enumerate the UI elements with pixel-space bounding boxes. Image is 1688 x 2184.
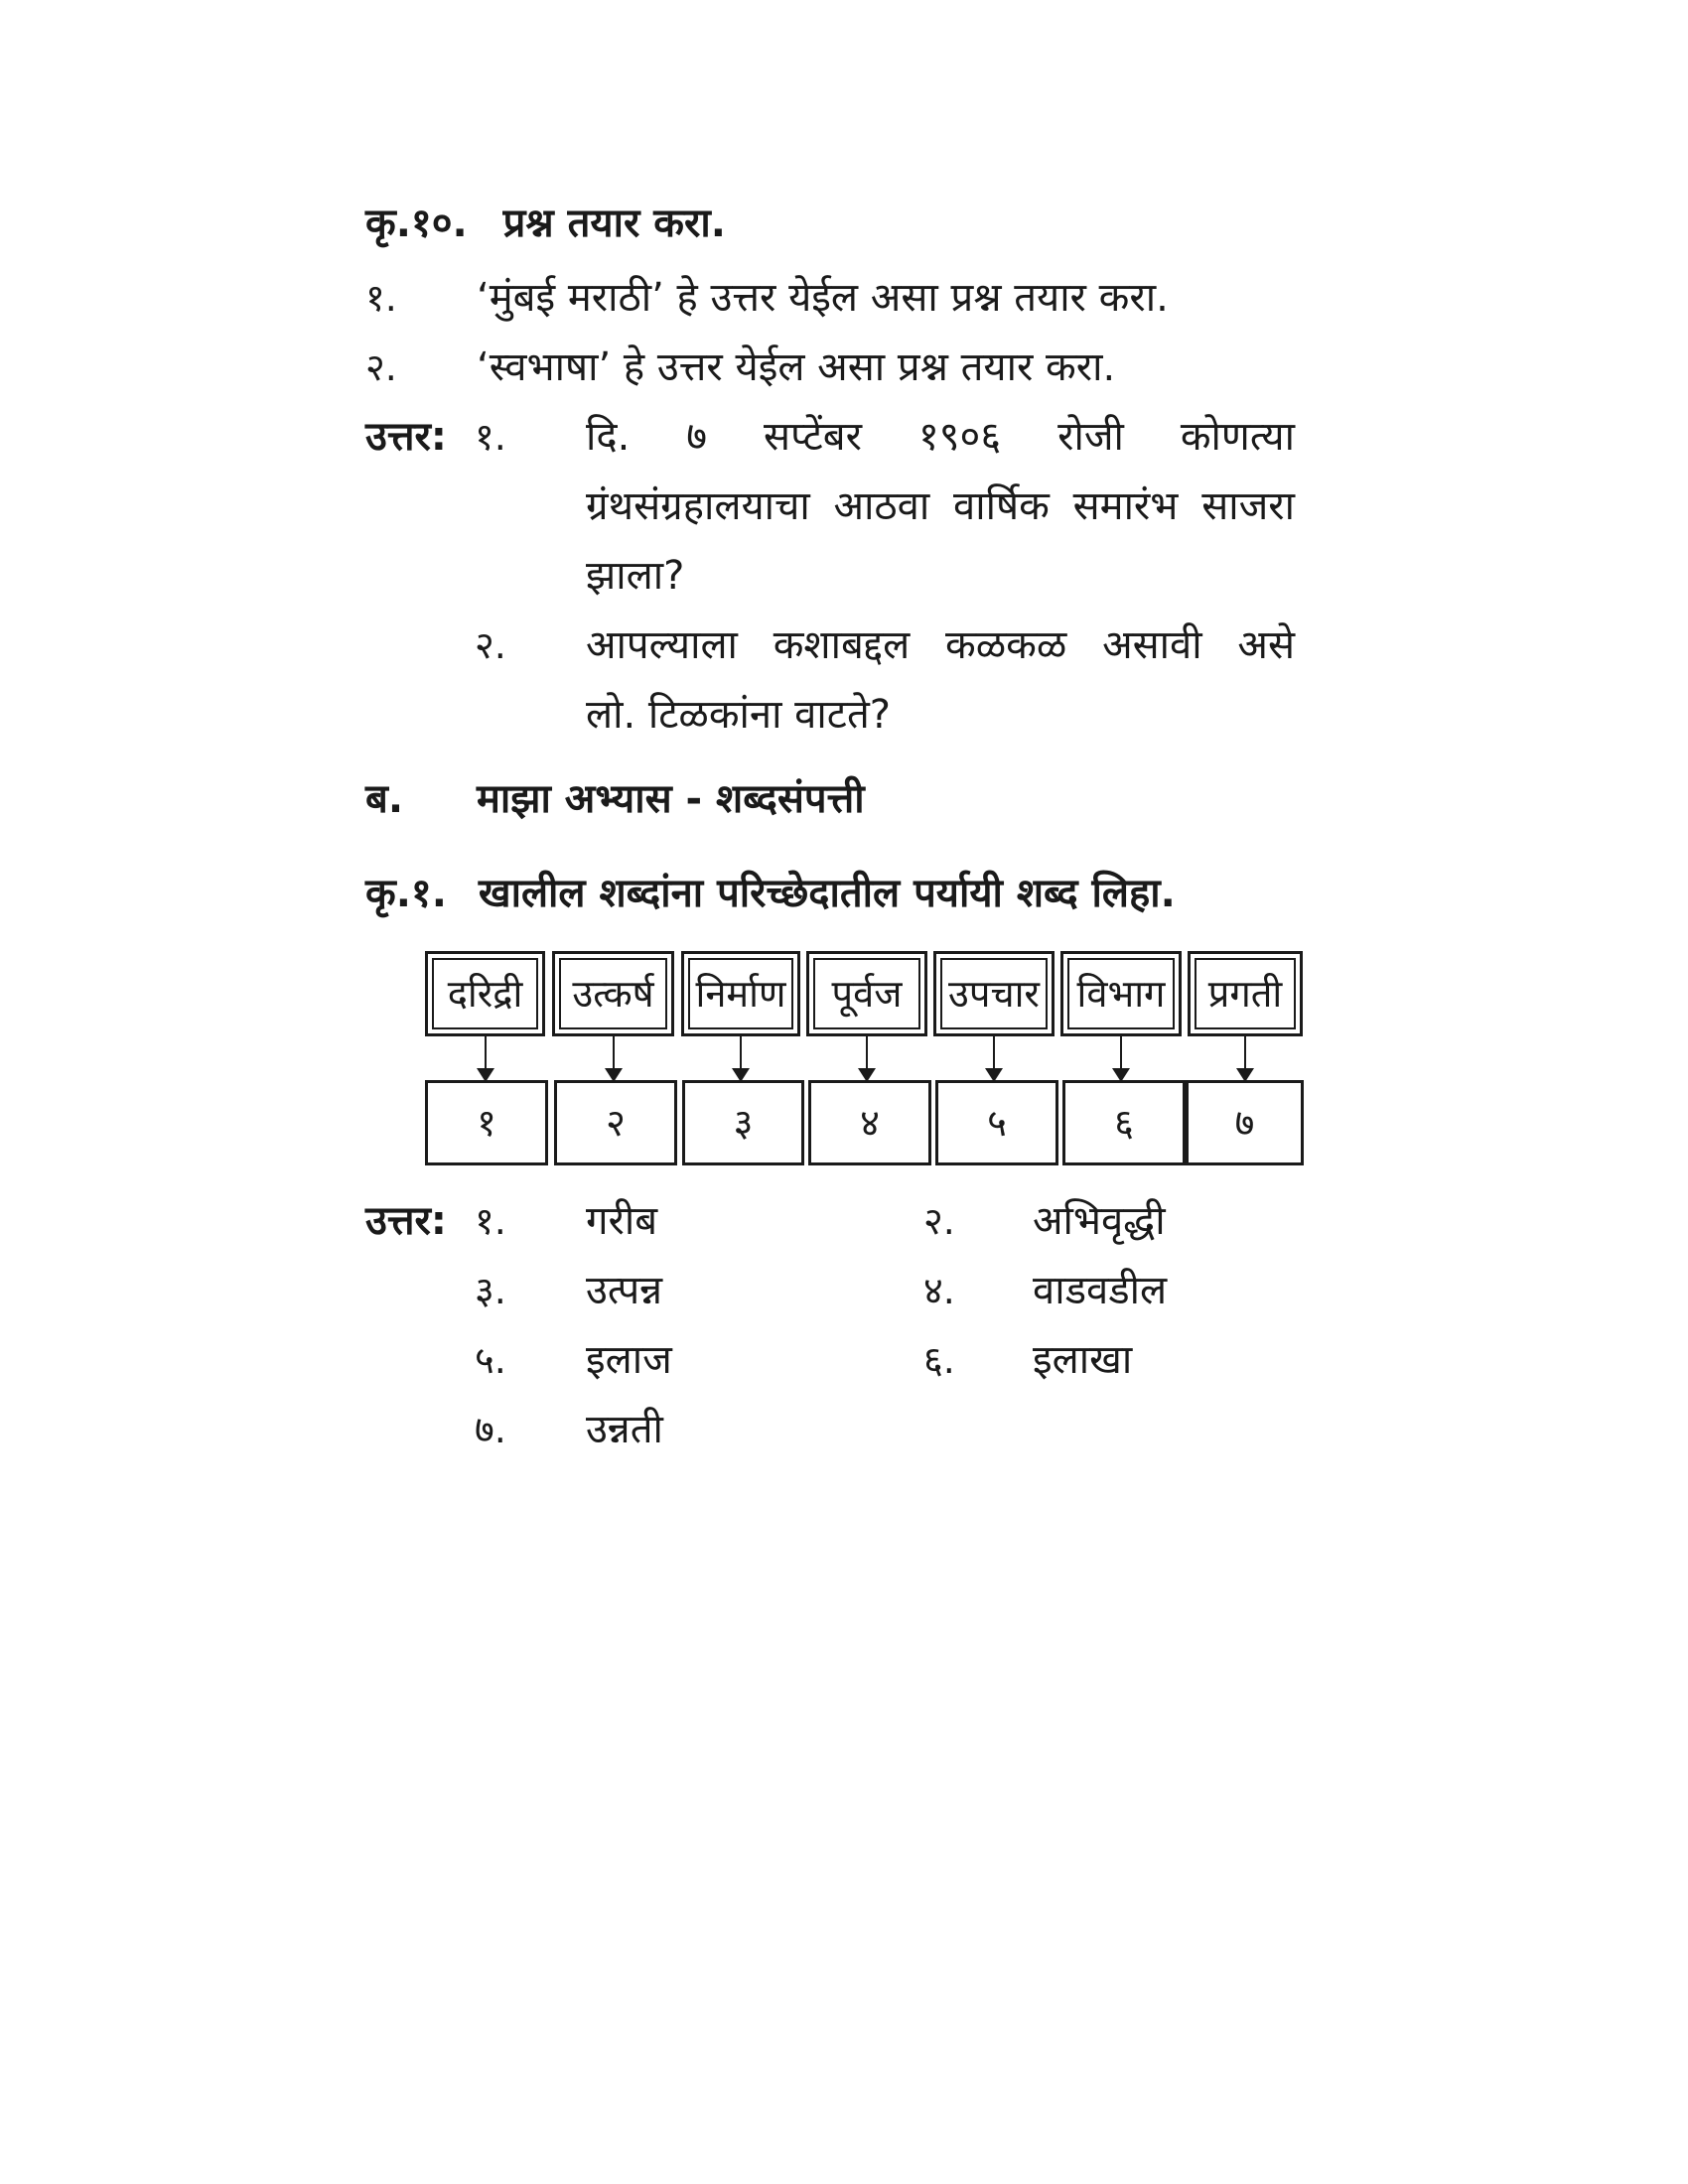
answer-slot-5: ५ <box>935 1080 1058 1165</box>
q1-answer-6-number: ६. <box>923 1338 955 1382</box>
arrow-1 <box>485 1036 487 1072</box>
answer-slot-6: ६ <box>1062 1080 1186 1165</box>
q10-answer-2-number: २. <box>475 623 506 667</box>
q10-item-2-number: २. <box>365 345 397 389</box>
q10-answer-1-number: १. <box>475 415 506 459</box>
q10-answer-2-line-2: लो. टिळकांना वाटते? <box>586 692 891 738</box>
q10-item-2-text: ‘स्वभाषा’ हे उत्तर येईल असा प्रश्न तयार करा. <box>477 344 1116 390</box>
q1-answer-2-word: अभिवृद्धी <box>1033 1198 1166 1244</box>
arrow-7 <box>1244 1036 1246 1072</box>
q10-item-1-number: १. <box>365 276 397 320</box>
section-b-title: माझा अभ्यास - शब्दसंपत्ती <box>477 776 865 822</box>
arrow-4 <box>866 1036 868 1072</box>
q1-answer-1-number: १. <box>475 1199 506 1243</box>
answer-slot-7: ७ <box>1186 1080 1304 1165</box>
q1-answer-label: उत्तर: <box>365 1198 447 1244</box>
word-box-1: दरिद्री <box>425 951 545 1036</box>
q10-answer-1-line-1: दि. ७ सप्टेंबर १९०६ रोजी कोणत्या <box>586 414 1295 460</box>
word-box-5: उपचार <box>933 951 1055 1036</box>
q1-heading-text: खालील शब्दांना परिच्छेदातील पर्यायी शब्द लिहा. <box>478 871 1176 916</box>
q1-heading <box>365 869 1176 918</box>
q1-answer-4-number: ४. <box>923 1269 955 1312</box>
q10-heading-label: कृ.१०. <box>365 201 468 246</box>
q10-answer-label: उत्तर: <box>365 414 447 460</box>
answer-slot-4: ४ <box>808 1080 931 1165</box>
q1-answer-1-word: गरीब <box>586 1198 658 1244</box>
arrow-2 <box>613 1036 615 1072</box>
q10-answer-1-line-2: ग्रंथसंग्रहालयाचा आठवा वार्षिक समारंभ साजरा <box>586 483 1295 529</box>
word-box-7: प्रगती <box>1188 951 1303 1036</box>
q1-answer-4-word: वाडवडील <box>1033 1268 1168 1313</box>
q10-answer-1-line-3: झाला? <box>586 553 685 599</box>
word-box-2: उत्कर्ष <box>552 951 674 1036</box>
arrow-5 <box>993 1036 995 1072</box>
arrow-3 <box>740 1036 742 1072</box>
q10-answer-2-line-1: आपल्याला कशाबद्दल कळकळ असावी असे <box>586 622 1295 668</box>
q1-answer-3-number: ३. <box>475 1269 506 1312</box>
q10-heading <box>365 199 726 248</box>
answer-slot-3: ३ <box>682 1080 804 1165</box>
section-b-label: ब. <box>365 776 404 822</box>
word-box-6: विभाग <box>1060 951 1182 1036</box>
q1-answer-7-word: उन्नती <box>586 1407 663 1452</box>
q1-answer-3-word: उत्पन्न <box>586 1268 663 1313</box>
q1-answer-5-number: ५. <box>475 1338 506 1382</box>
q1-answer-2-number: २. <box>923 1199 955 1243</box>
q1-answer-6-word: इलाखा <box>1033 1337 1133 1383</box>
arrow-6 <box>1120 1036 1122 1072</box>
word-box-4: पूर्वज <box>806 951 927 1036</box>
answer-slot-2: २ <box>554 1080 677 1165</box>
q10-heading-text: प्रश्न तयार करा. <box>502 201 726 246</box>
q1-answer-5-word: इलाज <box>586 1337 672 1383</box>
q1-heading-label: कृ.१. <box>365 871 447 916</box>
q1-answer-7-number: ७. <box>475 1408 506 1451</box>
answer-slot-1: १ <box>425 1080 548 1165</box>
q10-item-1-text: ‘मुंबई मराठी’ हे उत्तर येईल असा प्रश्न तयार करा. <box>477 275 1169 321</box>
word-box-3: निर्माण <box>681 951 800 1036</box>
